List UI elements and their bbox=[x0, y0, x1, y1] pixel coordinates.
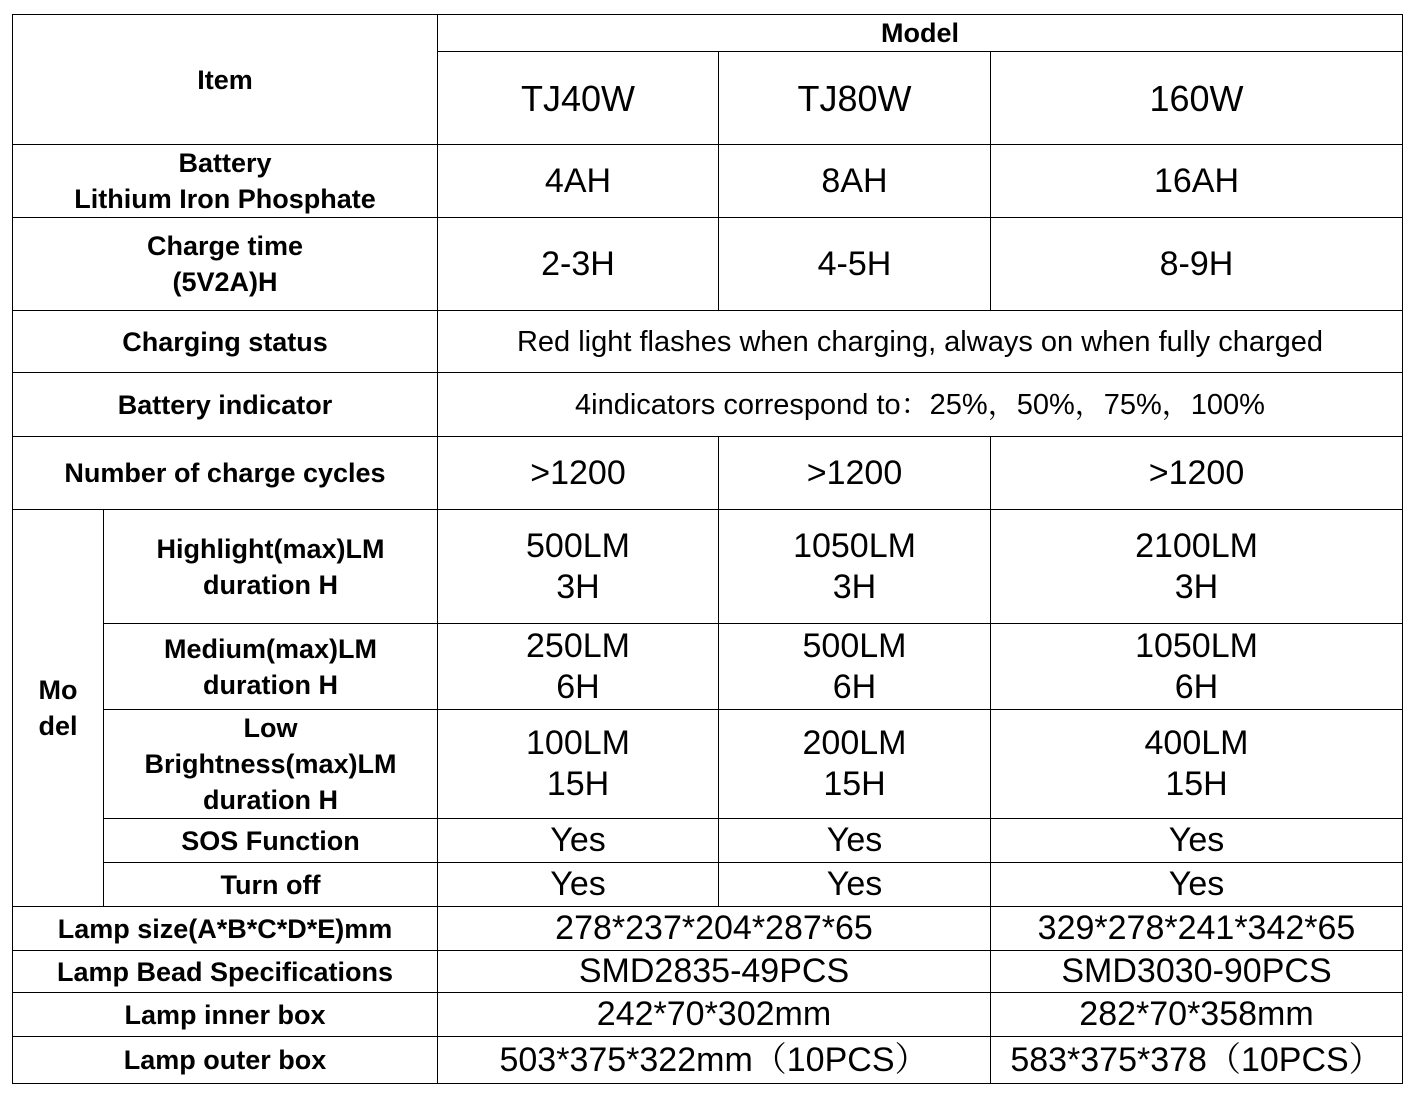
highlight-label bbox=[104, 510, 438, 624]
low-160w bbox=[991, 710, 1403, 819]
medium-tj80w bbox=[719, 624, 991, 710]
battery-value-tj80w: 8AH bbox=[719, 145, 991, 218]
lamp-size-large: 329*278*241*342*65 bbox=[991, 907, 1403, 951]
medium-tj80w-lm: 500LM bbox=[802, 626, 907, 665]
model-tj80w: TJ80W bbox=[719, 52, 991, 145]
low-label-line1: Low bbox=[243, 713, 298, 743]
battery-indicator-value: 4indicators correspond to：25%，50%，75%，100% bbox=[438, 373, 1403, 437]
battery-value-160w: 16AH bbox=[991, 145, 1403, 218]
highlight-label-line2: duration H bbox=[203, 569, 338, 600]
highlight-label-line1: Highlight(max)LM bbox=[156, 533, 385, 564]
lamp-bead-label: Lamp Bead Specifications bbox=[13, 951, 438, 993]
charge-time-tj40w: 2-3H bbox=[438, 218, 719, 311]
outer-box-small: 503*375*322mm（10PCS） bbox=[438, 1037, 991, 1084]
low-tj40w bbox=[438, 710, 719, 819]
medium-label-line1: Medium(max)LM bbox=[163, 633, 377, 664]
charge-time-label bbox=[13, 218, 438, 311]
medium-tj40w bbox=[438, 624, 719, 710]
highlight-160w bbox=[991, 510, 1403, 624]
lamp-bead-large: SMD3030-90PCS bbox=[991, 951, 1403, 993]
medium-160w-h: 6H bbox=[1174, 667, 1219, 706]
low-tj80w-lm: 200LM bbox=[802, 724, 907, 762]
low-label-line2: Brightness(max)LM bbox=[144, 749, 397, 779]
item-header: Item bbox=[13, 15, 438, 145]
highlight-160w-h: 3H bbox=[1174, 567, 1219, 606]
lamp-size-label: Lamp size(A*B*C*D*E)mm bbox=[13, 907, 438, 951]
charge-cycles-tj40w: >1200 bbox=[438, 437, 719, 510]
low-tj40w-lm: 100LM bbox=[526, 724, 630, 762]
outer-box-large: 583*375*378（10PCS） bbox=[991, 1037, 1403, 1084]
medium-tj40w-h: 6H bbox=[556, 667, 600, 706]
turn-off-tj80w: Yes bbox=[719, 863, 991, 907]
medium-160w-lm: 1050LM bbox=[1135, 626, 1258, 665]
sos-160w: Yes bbox=[991, 819, 1403, 863]
charge-cycles-tj80w: >1200 bbox=[719, 437, 991, 510]
inner-box-label: Lamp inner box bbox=[13, 993, 438, 1037]
medium-label bbox=[104, 624, 438, 710]
low-label-line3: duration H bbox=[203, 785, 338, 815]
highlight-tj80w-h: 3H bbox=[832, 567, 877, 606]
medium-tj80w-h: 6H bbox=[832, 667, 877, 706]
medium-160w bbox=[991, 624, 1403, 710]
highlight-tj40w-h: 3H bbox=[556, 567, 600, 606]
charge-cycles-160w: >1200 bbox=[991, 437, 1403, 510]
charge-time-label-line2: (5V2A)H bbox=[172, 267, 278, 297]
battery-value-tj40w: 4AH bbox=[438, 145, 719, 218]
highlight-tj40w-lm: 500LM bbox=[526, 526, 630, 565]
turn-off-tj40w: Yes bbox=[438, 863, 719, 907]
charging-status-value: Red light flashes when charging, always on when fully charged bbox=[438, 311, 1403, 373]
sos-tj40w: Yes bbox=[438, 819, 719, 863]
low-tj80w bbox=[719, 710, 991, 819]
charging-status-label: Charging status bbox=[13, 311, 438, 373]
inner-box-small: 242*70*302mm bbox=[438, 993, 991, 1037]
charge-time-tj80w: 4-5H bbox=[719, 218, 991, 311]
low-160w-lm: 400LM bbox=[1144, 724, 1249, 762]
medium-tj40w-lm: 250LM bbox=[526, 626, 630, 665]
battery-label bbox=[13, 145, 438, 218]
model-160w: 160W bbox=[991, 52, 1403, 145]
charge-time-label-line1: Charge time bbox=[146, 231, 304, 261]
battery-label-line1: Battery bbox=[178, 148, 272, 178]
lamp-size-small: 278*237*204*287*65 bbox=[438, 907, 991, 951]
charge-time-160w: 8-9H bbox=[991, 218, 1403, 311]
low-label bbox=[104, 710, 438, 819]
turn-off-160w: Yes bbox=[991, 863, 1403, 907]
highlight-tj80w-lm: 1050LM bbox=[793, 526, 916, 565]
sos-tj80w: Yes bbox=[719, 819, 991, 863]
sos-label: SOS Function bbox=[104, 819, 438, 863]
mode-group-line2: del bbox=[38, 711, 78, 741]
battery-indicator-label: Battery indicator bbox=[13, 373, 438, 437]
mode-group-label bbox=[13, 510, 104, 907]
turn-off-label: Turn off bbox=[104, 863, 438, 907]
low-160w-h: 15H bbox=[1165, 765, 1228, 803]
highlight-160w-lm: 2100LM bbox=[1135, 526, 1258, 565]
model-header: Model bbox=[438, 15, 1403, 52]
highlight-tj40w bbox=[438, 510, 719, 624]
low-tj80w-h: 15H bbox=[823, 765, 886, 803]
charge-cycles-label: Number of charge cycles bbox=[13, 437, 438, 510]
mode-group-line1: Mo bbox=[38, 675, 78, 705]
highlight-tj80w bbox=[719, 510, 991, 624]
battery-label-line2: Lithium Iron Phosphate bbox=[74, 184, 376, 214]
spec-table bbox=[12, 14, 1403, 1084]
medium-label-line2: duration H bbox=[203, 669, 338, 700]
outer-box-label: Lamp outer box bbox=[13, 1037, 438, 1084]
lamp-bead-small: SMD2835-49PCS bbox=[438, 951, 991, 993]
low-tj40w-h: 15H bbox=[546, 765, 610, 803]
inner-box-large: 282*70*358mm bbox=[991, 993, 1403, 1037]
model-tj40w: TJ40W bbox=[438, 52, 719, 145]
